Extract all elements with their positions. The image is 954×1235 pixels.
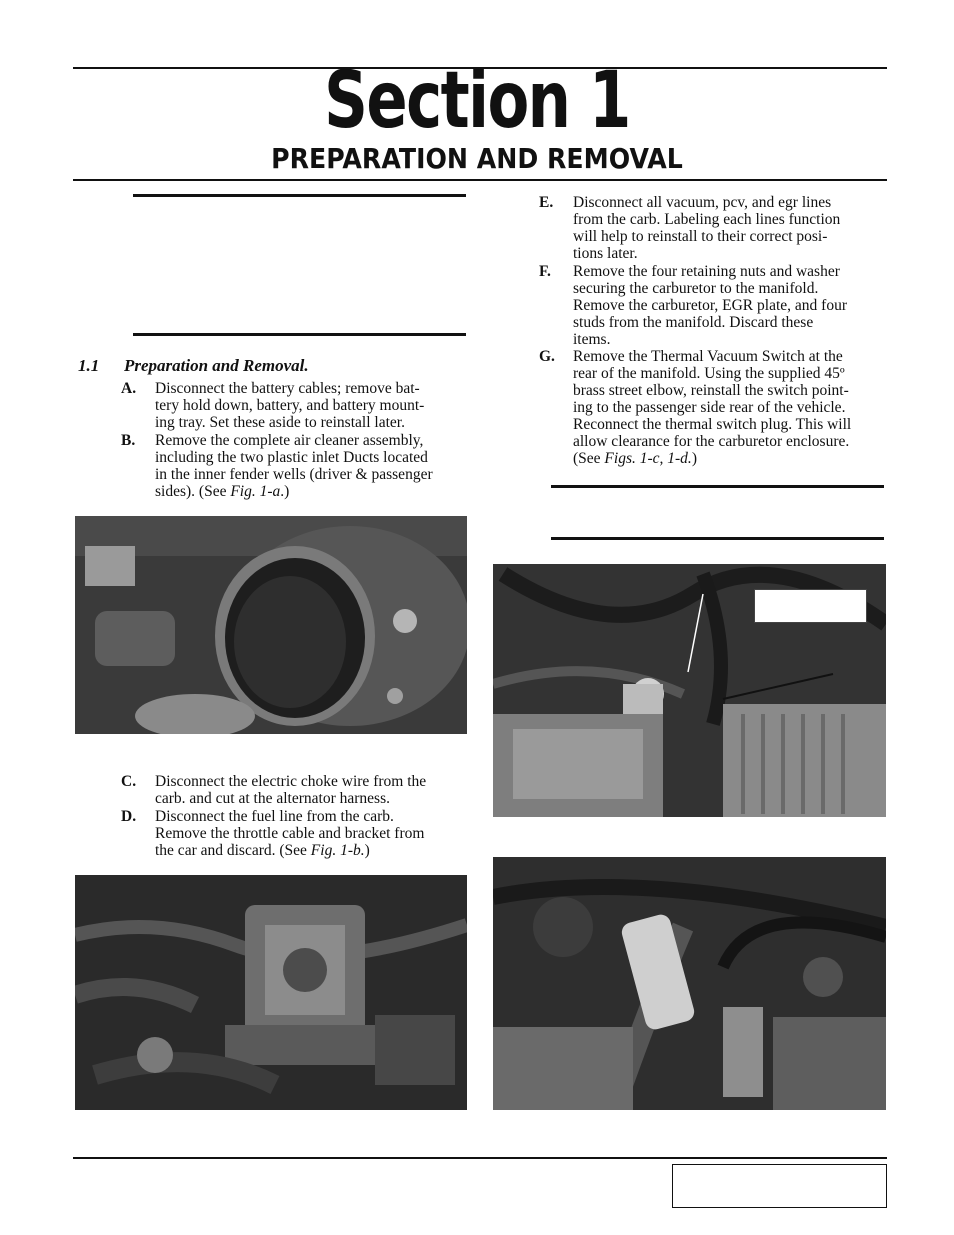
step-line: Disconnect all vacuum, pcv, and egr lines xyxy=(573,194,832,211)
photo-fig-1c xyxy=(493,564,886,817)
step-text xyxy=(155,380,424,431)
brass-elbow-switch-photo xyxy=(493,857,886,1110)
step-a xyxy=(121,380,471,432)
step-line: Remove the carburetor, EGR plate, and four xyxy=(573,297,847,314)
step-b xyxy=(121,432,471,502)
ref-prefix: the car and discard. (See xyxy=(155,842,311,859)
step-label: G. xyxy=(539,348,555,365)
step-g xyxy=(539,348,889,470)
ref-prefix: (See xyxy=(573,450,605,467)
photo-fig-1a xyxy=(75,516,467,734)
footer-rule xyxy=(73,1157,887,1159)
step-line: carb. and cut at the alternator harness. xyxy=(155,790,390,807)
step-line: tery hold down, battery, and battery mount- xyxy=(155,397,425,414)
step-line xyxy=(155,842,424,859)
step-line: studs from the manifold. Discard these xyxy=(573,314,814,331)
step-line: rear of the manifold. Using the supplied 45º xyxy=(573,365,845,382)
step-label: C. xyxy=(121,773,137,790)
step-text xyxy=(573,194,840,262)
photo-callout-label xyxy=(754,589,867,623)
section-heading xyxy=(78,356,309,376)
figure-reference: Fig. 1-b. xyxy=(310,842,365,859)
step-line: Disconnect the battery cables; remove bat- xyxy=(155,380,420,397)
step-f xyxy=(539,263,889,349)
step-line: Disconnect the electric choke wire from the xyxy=(155,773,427,790)
step-line: Remove the throttle cable and bracket from xyxy=(155,825,425,842)
section-title: Section 1 xyxy=(324,56,630,146)
air-inlet-duct-photo xyxy=(75,516,467,734)
right-box-top-rule xyxy=(551,485,884,488)
step-line: from the carb. Labeling each lines function xyxy=(573,211,841,228)
step-line: ing tray. Set these aside to reinstall later. xyxy=(155,414,405,431)
section-heading-text: Preparation and Removal. xyxy=(124,356,309,375)
step-line: securing the carburetor to the manifold. xyxy=(573,280,819,297)
step-label: B. xyxy=(121,432,136,449)
section-number: 1.1 xyxy=(78,356,100,375)
step-line: items. xyxy=(573,331,611,348)
section-subtitle: PREPARATION AND REMOVAL xyxy=(271,142,683,175)
step-d xyxy=(121,808,471,860)
step-text xyxy=(155,773,426,807)
carburetor-photo xyxy=(75,875,467,1110)
left-box-bottom-rule xyxy=(133,333,466,336)
step-line: in the inner fender wells (driver & passenger xyxy=(155,466,433,483)
photo-fig-1d xyxy=(493,857,886,1110)
step-text xyxy=(573,348,851,467)
step-line: Remove the four retaining nuts and washer xyxy=(573,263,840,280)
figure-reference: Fig. 1-a xyxy=(230,483,281,500)
header-bottom-rule xyxy=(73,179,887,181)
step-label: A. xyxy=(121,380,137,397)
step-text xyxy=(155,432,433,500)
ref-prefix: sides). (See xyxy=(155,483,231,500)
step-c xyxy=(121,773,471,809)
step-line: will help to reinstall to their correct posi- xyxy=(573,228,828,245)
step-line xyxy=(155,483,433,500)
step-line: tions later. xyxy=(573,245,638,262)
step-text xyxy=(573,263,847,348)
left-box-top-rule xyxy=(133,194,466,197)
step-e xyxy=(539,194,889,264)
step-text xyxy=(155,808,424,859)
figure-reference: Figs. 1-c, 1-d. xyxy=(604,450,692,467)
page-number-box xyxy=(672,1164,887,1208)
step-line: Remove the complete air cleaner assembly, xyxy=(155,432,424,449)
right-box-bottom-rule xyxy=(551,537,884,540)
step-line: allow clearance for the carburetor enclosure. xyxy=(573,433,850,450)
step-line: Reconnect the thermal switch plug. This will xyxy=(573,416,852,433)
step-line: including the two plastic inlet Ducts located xyxy=(155,449,428,466)
ref-suffix: ) xyxy=(691,450,697,467)
step-line: Disconnect the fuel line from the carb. xyxy=(155,808,394,825)
step-line: ing to the passenger side rear of the vehicle. xyxy=(573,399,846,416)
photo-fig-1b xyxy=(75,875,467,1110)
step-label: F. xyxy=(539,263,551,280)
step-label: E. xyxy=(539,194,554,211)
step-line: Remove the Thermal Vacuum Switch at the xyxy=(573,348,843,365)
step-line xyxy=(573,450,851,467)
step-line: brass street elbow, reinstall the switch point- xyxy=(573,382,849,399)
ref-suffix: ) xyxy=(364,842,370,859)
step-label: D. xyxy=(121,808,137,825)
ref-suffix: .) xyxy=(280,483,290,500)
